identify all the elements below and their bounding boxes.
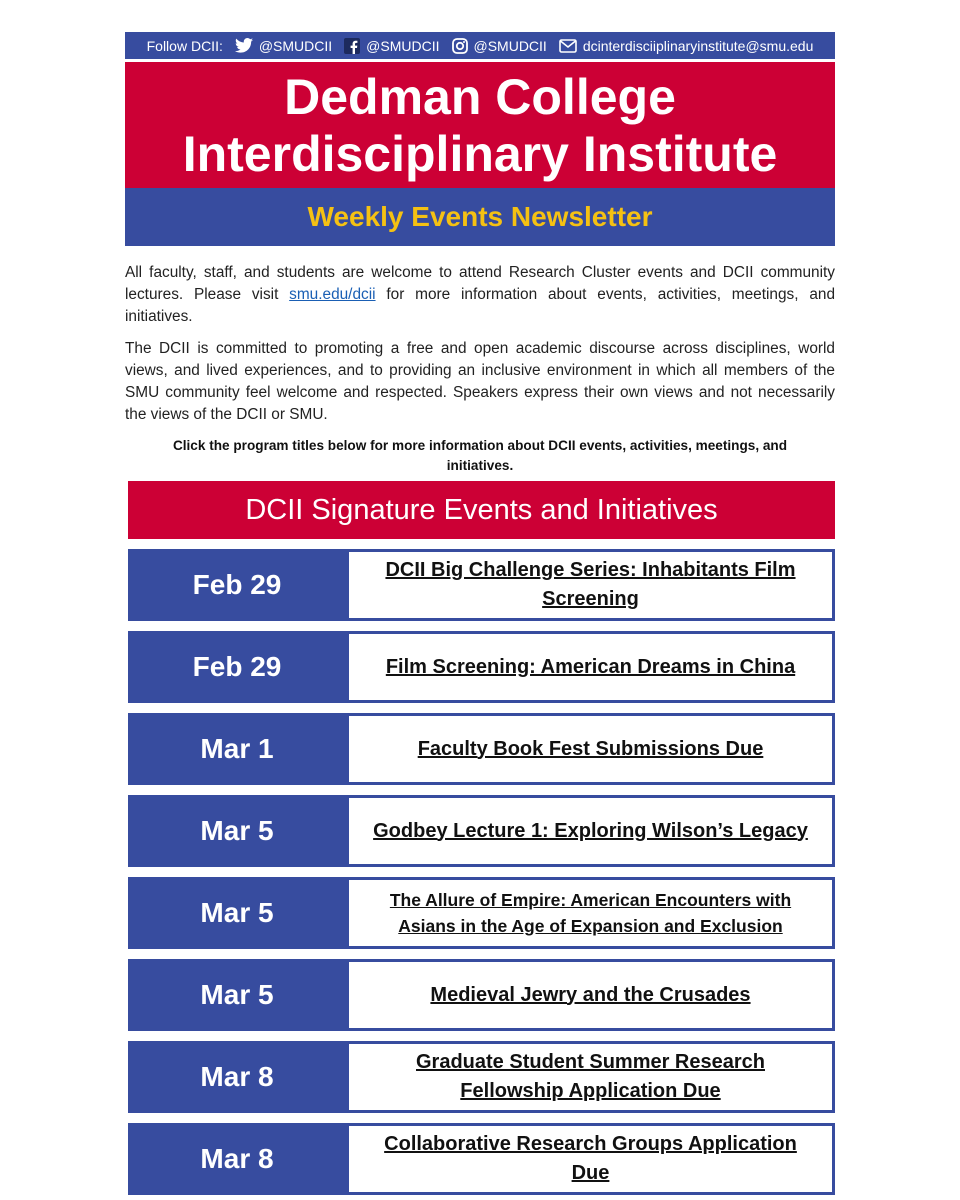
facebook-link[interactable] (344, 38, 439, 54)
event-title-link[interactable]: Collaborative Research Groups Application Due (384, 1133, 797, 1184)
twitter-icon (235, 38, 253, 53)
event-date: Mar 8 (128, 1123, 346, 1195)
event-title-link[interactable]: DCII Big Challenge Series: Inhabitants Film Screening (385, 559, 796, 610)
event-title-link[interactable]: Film Screening: American Dreams in China (385, 655, 796, 678)
title-line-2: Interdisciplinary Institute (182, 126, 778, 182)
event-date: Mar 5 (128, 877, 346, 949)
facebook-handle: @SMUDCII (366, 37, 440, 54)
event-row (128, 877, 835, 949)
event-title-link[interactable]: The Allure of Empire: American Encounters with Asians in the Age of Expansion and Exclusion (389, 890, 792, 936)
event-date: Mar 5 (128, 959, 346, 1031)
event-title-box (346, 1041, 835, 1113)
event-date: Mar 5 (128, 795, 346, 867)
event-row (128, 1123, 835, 1195)
event-row (128, 713, 835, 785)
event-title-link[interactable]: Medieval Jewry and the Crusades (430, 983, 751, 1006)
event-row (128, 631, 835, 703)
section-header: DCII Signature Events and Initiatives (128, 481, 835, 539)
event-title-box (346, 877, 835, 949)
mail-icon (559, 39, 577, 53)
event-date: Feb 29 (128, 549, 346, 621)
email-link[interactable] (559, 38, 814, 54)
email-address: dcinterdisciiplinaryinstitute@smu.edu (582, 37, 814, 54)
social-bar (125, 32, 835, 59)
event-date: Mar 1 (128, 713, 346, 785)
instagram-link[interactable] (452, 38, 547, 54)
title-line-1: Dedman College (284, 69, 676, 125)
intro-text-before: All faculty, staff, and students are welcome to attend Research Cluster events and DCII community lectures. Please visit (125, 264, 835, 303)
instagram-icon (452, 38, 468, 54)
event-title-box (346, 631, 835, 703)
event-title-box (346, 713, 835, 785)
event-title-link[interactable]: Faculty Book Fest Submissions Due (417, 737, 764, 760)
event-row (128, 959, 835, 1031)
intro-paragraph (125, 262, 835, 328)
event-title-box (346, 959, 835, 1031)
click-instructions: Click the program titles below for more information about DCII events, activities, meetings, and initiatives. (172, 438, 788, 473)
twitter-handle: @SMUDCII (258, 37, 333, 54)
event-title-box (346, 1123, 835, 1195)
event-row (128, 795, 835, 867)
instagram-handle: @SMUDCII (473, 37, 547, 54)
event-title-link[interactable]: Godbey Lecture 1: Exploring Wilson’s Legacy (373, 819, 808, 842)
event-date: Feb 29 (128, 631, 346, 703)
facebook-icon (344, 38, 360, 54)
intro-text-after: for more information about events, activities, meetings, and initiatives. (125, 286, 835, 325)
event-row (128, 549, 835, 621)
newsletter-subtitle: Weekly Events Newsletter (125, 188, 835, 246)
event-date: Mar 8 (128, 1041, 346, 1113)
follow-label: Follow DCII: (146, 37, 223, 54)
dcii-website-link[interactable]: smu.edu/dcii (289, 286, 376, 303)
event-row (128, 1041, 835, 1113)
event-title-box (346, 549, 835, 621)
event-title-link[interactable]: Graduate Student Summer Research Fellowship Application Due (416, 1051, 765, 1102)
inclusion-statement: The DCII is committed to promoting a free and open academic discourse across disciplines, world views, and lived experiences, and to providing an inclusive environment in which all members of the SMU community feel welcome and respected. Speakers express their own views and not necessarily the views of the DCII or SMU. (125, 340, 835, 423)
institute-title (125, 62, 835, 188)
event-title-box (346, 795, 835, 867)
twitter-link[interactable] (235, 38, 332, 54)
